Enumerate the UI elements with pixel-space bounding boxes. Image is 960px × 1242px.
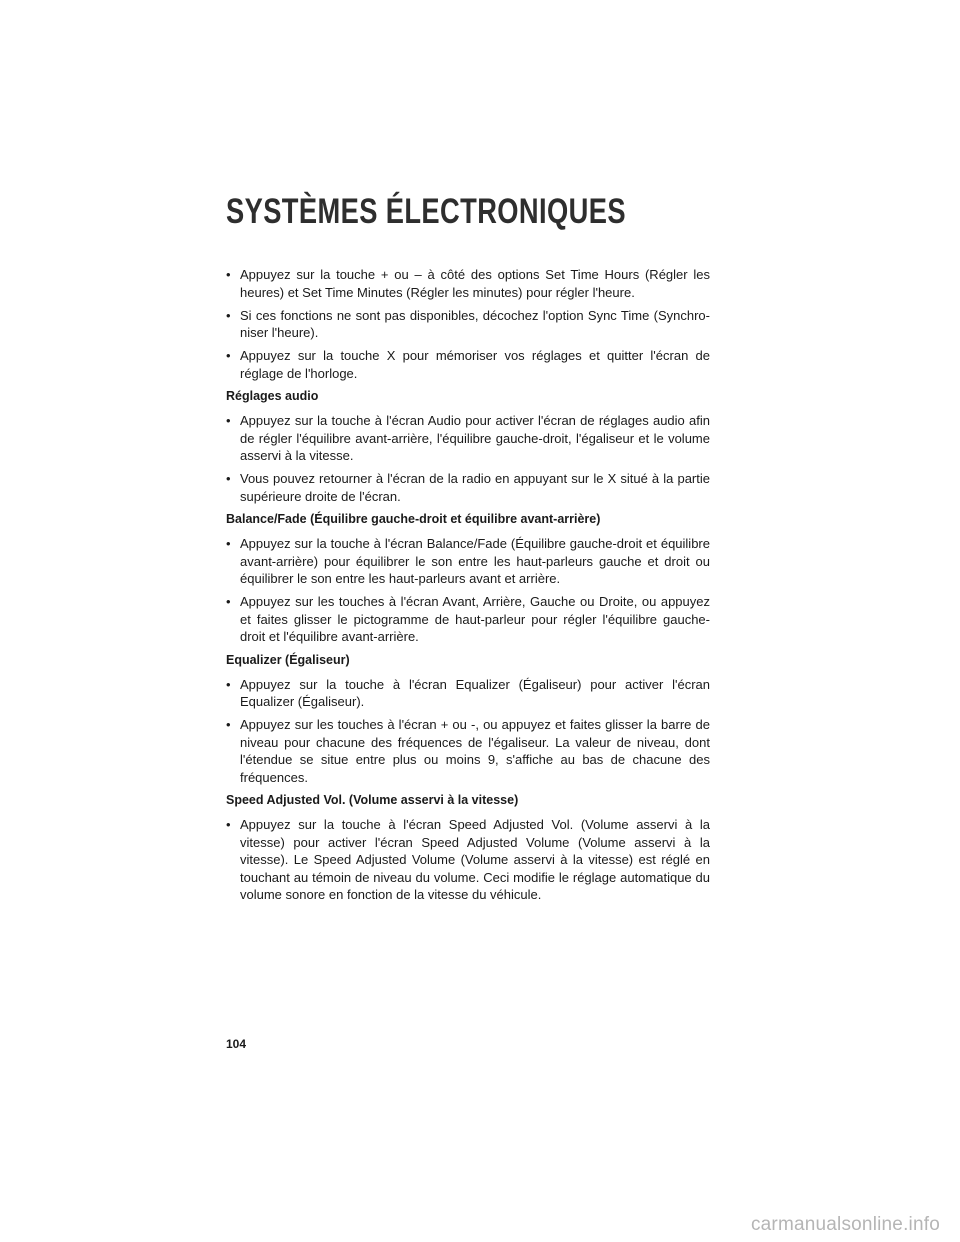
bullet-text: Appuyez sur la touche à l'écran Balance/Fade (Équilibre gauche-droit et équilibre avant-arrière) pour équilibrer le son entre les haut-parleurs gauche et droit ou équilibrer le son entre les haut-parleurs avant et arrière. (240, 536, 710, 586)
bullet-text: Appuyez sur la touche à l'écran Audio pour activer l'écran de réglages audio afin de régler l'équilibre avant-arrière, l'équilibre gauche-droit, l'égaliseur et le volume asservi à la vitesse. (240, 413, 710, 463)
section-heading-speed-volume: Speed Adjusted Vol. (Volume asservi à la vitesse) (226, 793, 519, 807)
bullet-icon: • (226, 348, 231, 363)
bullet-text: Vous pouvez retourner à l'écran de la radio en appuyant sur le X situé à la partie supérieure droite de l'écran. (240, 471, 710, 504)
bullet-text: Appuyez sur la touche + ou – à côté des options Set Time Hours (Régler les heures) et Set Time Minutes (Régler les minutes) pour régler l'heure. (240, 267, 710, 300)
list-item (226, 307, 710, 342)
page-content (226, 266, 710, 909)
bullet-icon: • (226, 307, 231, 323)
bullet-icon: • (226, 267, 231, 282)
section-heading-equalizer: Equalizer (Égaliseur) (226, 652, 350, 667)
list-item (226, 412, 710, 465)
list-item (226, 716, 710, 786)
list-item (226, 266, 710, 301)
bullet-icon: • (226, 717, 231, 732)
bullet-text: Appuyez sur les touches à l'écran Avant, Arrière, Gauche ou Droite, ou appuyez et faites glisser le pictogramme de haut-parleur pour régler l'équilibre gauche-droit et l'équilibre avant-arrière. (240, 594, 710, 644)
list-item (226, 470, 710, 505)
bullet-icon: • (226, 471, 231, 486)
list-item (226, 535, 710, 588)
bullet-icon: • (226, 676, 231, 692)
bullet-icon: • (226, 817, 231, 832)
section-heading-balance: Balance/Fade (Équilibre gauche-droit et équilibre avant-arrière) (226, 512, 601, 526)
bullet-text: Appuyez sur la touche à l'écran Speed Adjusted Vol. (Volume asservi à la vitesse) pour activer l'écran Speed Adjusted Volume (Volume asservi à la vitesse). Le Speed Adjusted Volume (Volume asservi à la vitesse) est réglé en touchant au témoin de niveau du volume. Ceci modifie le réglage automatique du volume sonore en fonction de la vitesse du véhicule. (240, 817, 710, 902)
list-item (226, 676, 710, 711)
bullet-icon: • (226, 413, 231, 428)
page-title: SYSTÈMES ÉLECTRONIQUES (226, 192, 626, 231)
bullet-text: Appuyez sur la touche à l'écran Equalizer (Égaliseur) pour activer l'écran Equalizer (Égaliseur). (240, 676, 710, 709)
list-item (226, 816, 710, 904)
bullet-text: Appuyez sur la touche X pour mémoriser vos réglages et quitter l'écran de réglage de l'horloge. (240, 348, 710, 381)
bullet-text: Si ces fonctions ne sont pas disponibles, décochez l'option Sync Time (Synchro-niser l'heure). (240, 307, 710, 340)
bullet-icon: • (226, 536, 231, 551)
list-item (226, 593, 710, 646)
section-heading-audio: Réglages audio (226, 389, 319, 403)
bullet-text: Appuyez sur les touches à l'écran + ou -, ou appuyez et faites glisser la barre de niveau pour chacune des fréquences de l'égaliseur. La valeur de niveau, dont l'étendue se situe entre plus ou moins 9, s'affiche au bas de chacune des fréquences. (240, 717, 710, 785)
list-item (226, 347, 710, 382)
watermark: carmanualsonline.info (750, 1214, 940, 1235)
bullet-icon: • (226, 594, 231, 609)
page-number: 104 (226, 1037, 247, 1051)
